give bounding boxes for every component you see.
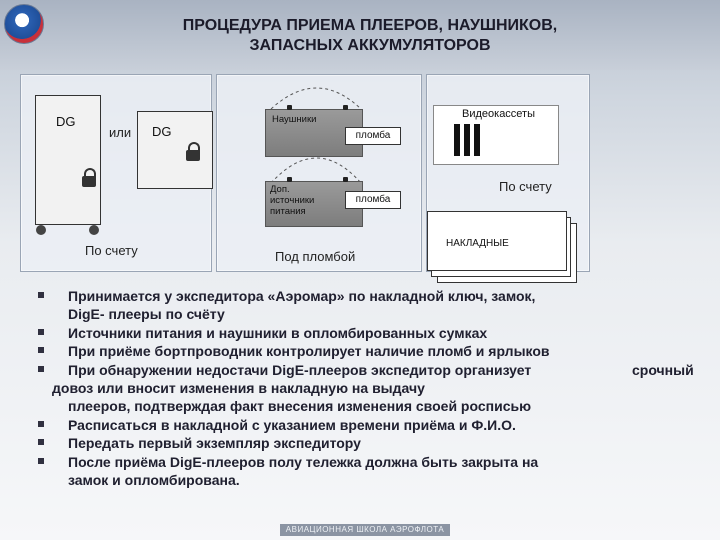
waybill-sheet-front: [427, 211, 567, 271]
padlock-icon: [186, 142, 200, 162]
tape-bar: [454, 124, 460, 156]
seal-dot: [287, 105, 292, 110]
list-item-continuation: замок и опломбирована.: [68, 472, 240, 489]
list-item-trailing-word: срочный: [632, 361, 694, 378]
procedure-list: [30, 287, 710, 489]
bullet-icon: [38, 458, 44, 464]
or-label: или: [109, 125, 132, 140]
seal-dot: [287, 177, 292, 182]
list-item: При обнаружении недостачи DigE-плееров экспедитор организует срочный: [30, 361, 710, 379]
videotapes-caption: По счету: [499, 179, 552, 194]
seal-tag-1: пломба: [345, 127, 401, 145]
videotapes-label: Видеокассеты: [462, 108, 536, 120]
page-title: [120, 16, 620, 56]
title-line-2: ЗАПАСНЫХ АККУМУЛЯТОРОВ: [249, 37, 491, 54]
headphones-label: Наушники: [272, 114, 317, 125]
cart-wheel-icon: [36, 225, 46, 235]
waybills-label: НАКЛАДНЫЕ: [446, 238, 509, 249]
large-cart: [35, 95, 101, 225]
list-item: После приёма DigE-плееров полу тележка должна быть закрыта на: [30, 453, 710, 471]
seal-dot: [343, 177, 348, 182]
videotapes-box: [433, 105, 559, 165]
seal-tag-2: пломба: [345, 191, 401, 209]
list-item: Принимается у экспедитора «Аэромар» по накладной ключ, замок,: [30, 287, 710, 305]
padlock-icon: [82, 168, 96, 188]
panel-sealed-bags: [216, 74, 422, 272]
bullet-icon: [38, 421, 44, 427]
list-item-continuation: плееров, подтверждая факт внесения изменения своей росписью: [68, 398, 532, 415]
seal-wires: [217, 75, 421, 271]
list-item: Расписаться в накладной с указанием времени приёма и Ф.И.О.: [30, 416, 710, 434]
bullet-icon: [38, 366, 44, 372]
bullet-icon: [38, 329, 44, 335]
sealed-caption: Под пломбой: [275, 249, 356, 264]
list-item: При приёме бортпроводник контролирует наличие пломб и ярлыков: [30, 342, 710, 360]
seal-dot: [343, 105, 348, 110]
list-item-continuation: довоз или вносит изменения в накладную на выдачу: [52, 380, 425, 397]
list-item-continuation: DigE- плееры по счёту: [68, 306, 225, 323]
power-sources-label: Доп. источники питания: [270, 184, 315, 217]
carts-caption: По счету: [85, 243, 138, 258]
list-item: Передать первый экземпляр экспедитору: [30, 434, 710, 452]
cart-wheel-icon: [89, 225, 99, 235]
tape-bar: [474, 124, 480, 156]
list-item: Источники питания и наушники в опломбированных сумках: [30, 324, 710, 342]
small-cart-label: DG: [152, 124, 172, 139]
small-cart: [137, 111, 213, 189]
bullet-icon: [38, 439, 44, 445]
bullet-icon: [38, 347, 44, 353]
footer-caption: АВИАЦИОННАЯ ШКОЛА АЭРОФЛОТА: [280, 524, 450, 536]
panel-carts: [20, 74, 212, 272]
tape-bar: [464, 124, 470, 156]
title-line-1: ПРОЦЕДУРА ПРИЕМА ПЛЕЕРОВ, НАУШНИКОВ,: [182, 17, 558, 34]
aeroflot-logo: [4, 4, 44, 44]
bullet-icon: [38, 292, 44, 298]
panel-documents: [426, 74, 590, 272]
large-cart-label: DG: [56, 114, 76, 129]
